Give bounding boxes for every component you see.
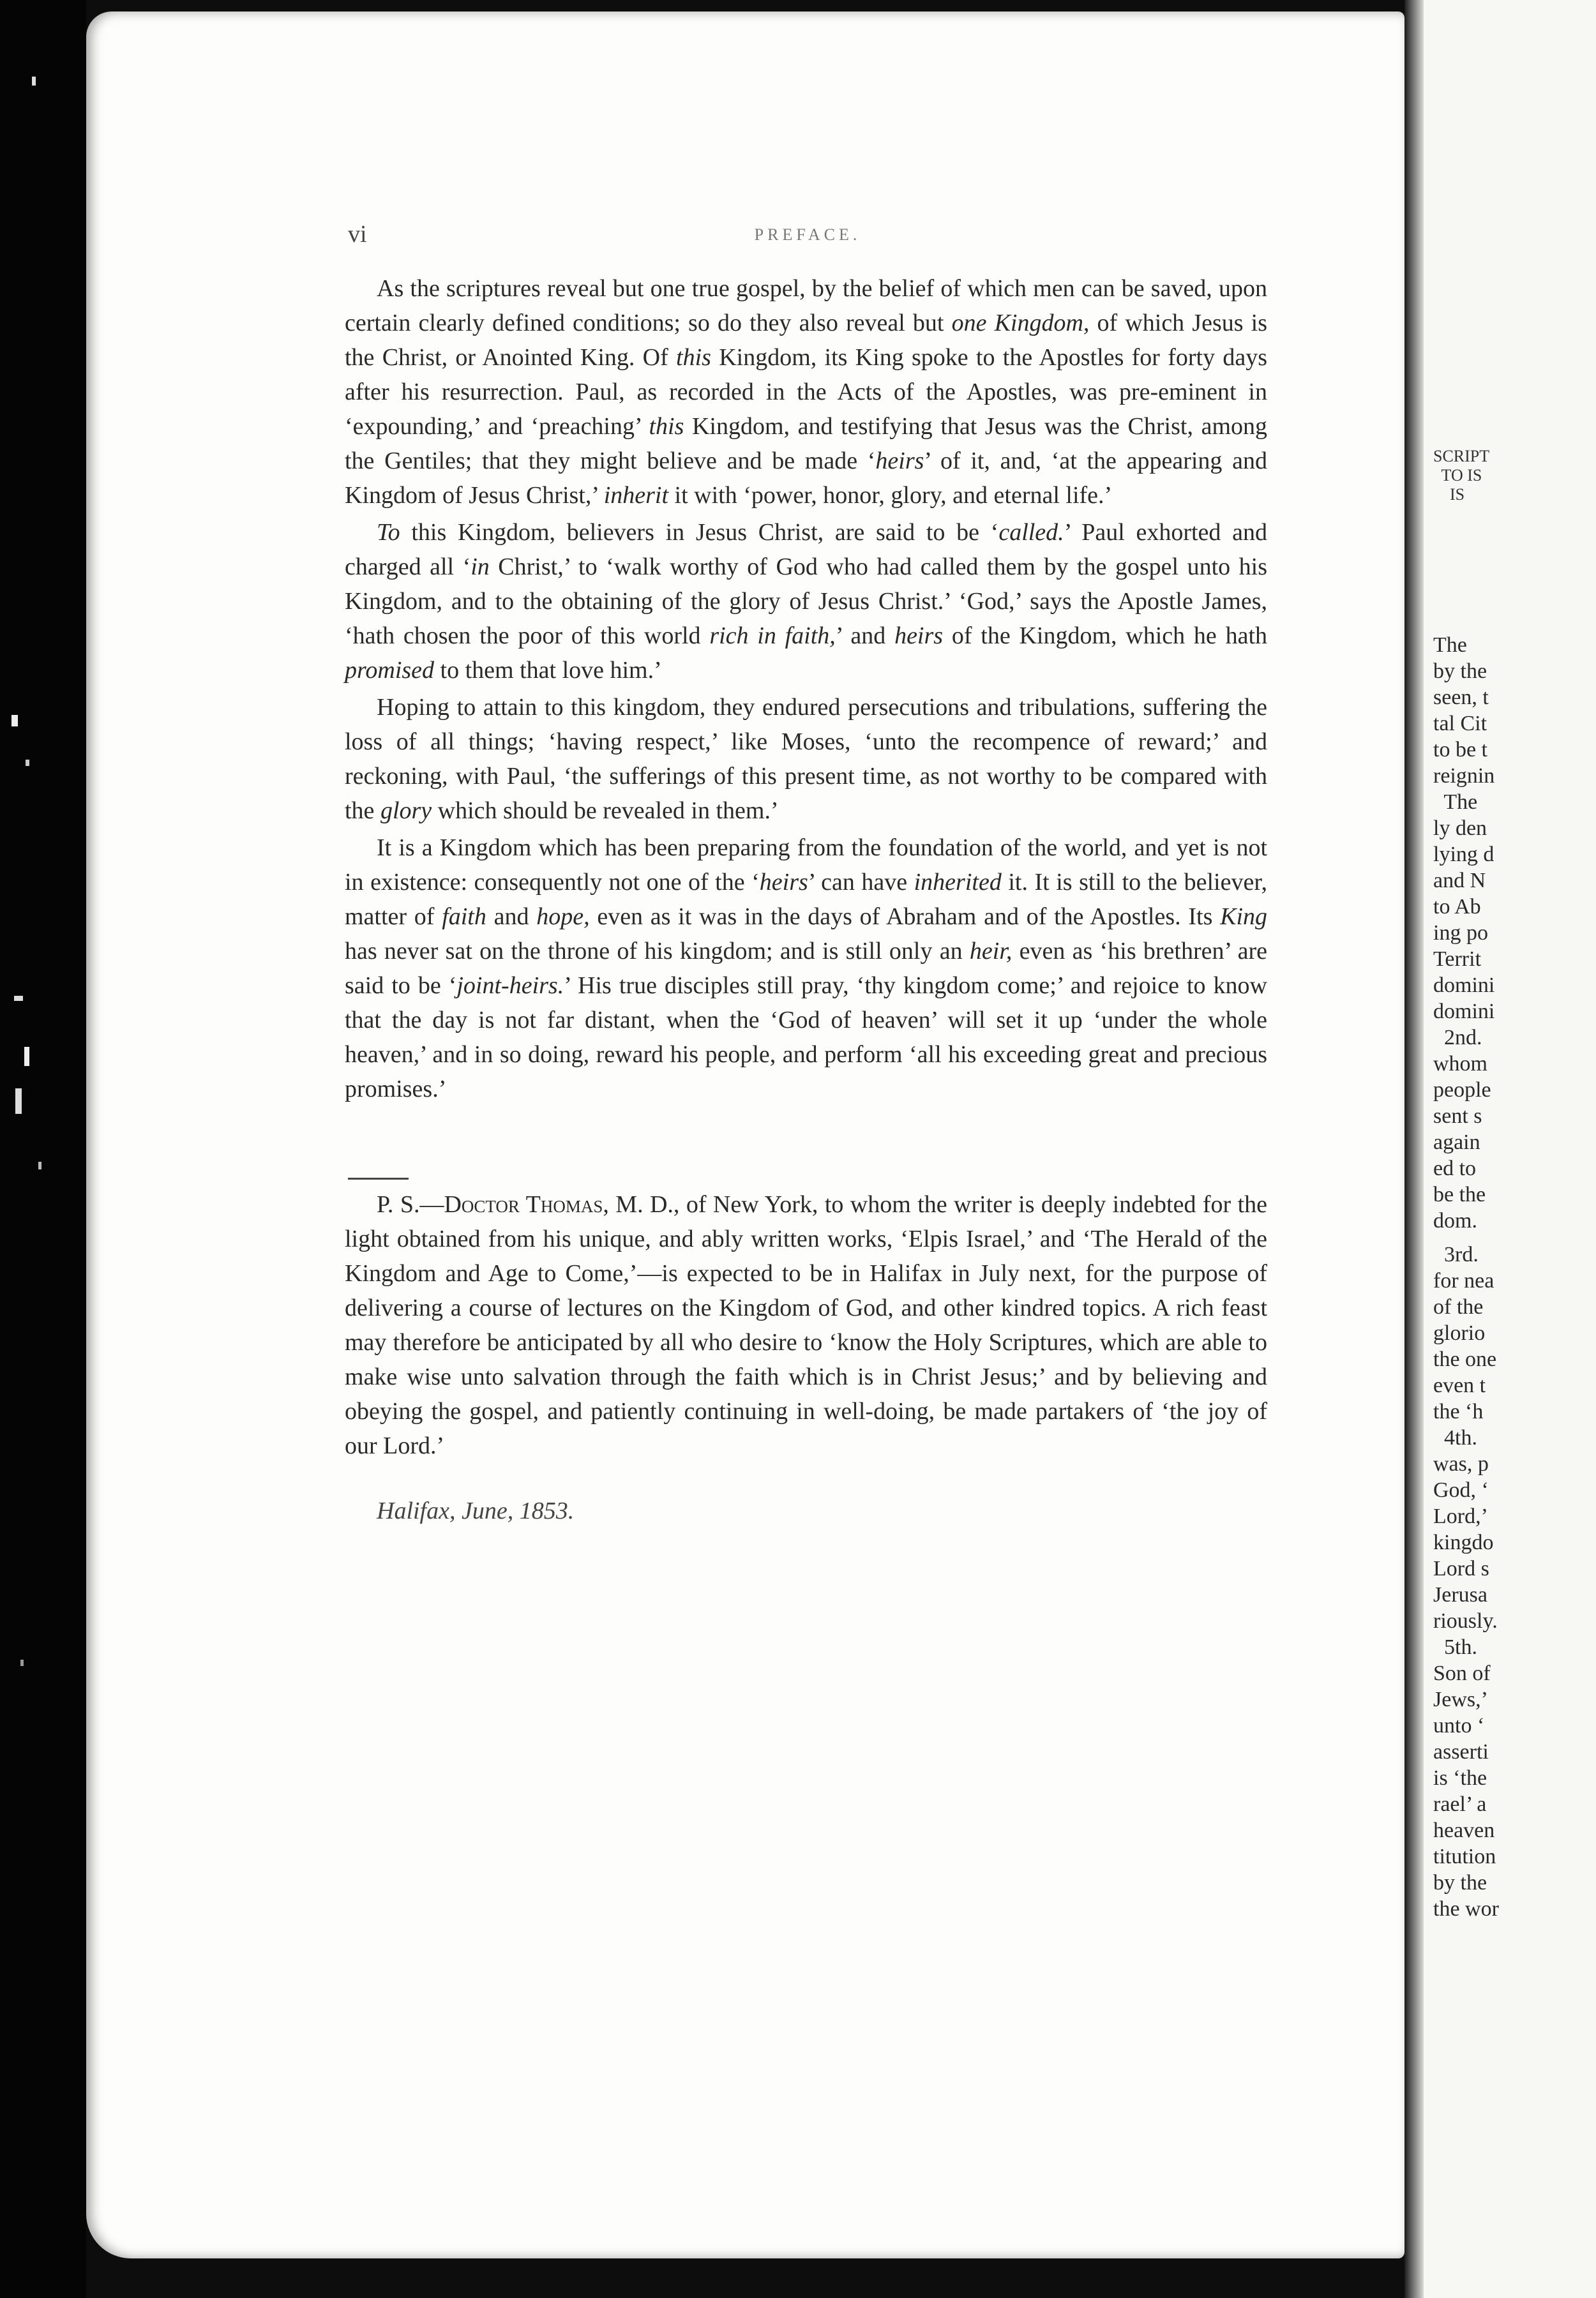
text-run: and <box>486 903 537 930</box>
paragraph <box>345 690 1267 828</box>
text-run: ’ can have <box>808 869 914 896</box>
text-run: of the Kingdom, which he hath <box>943 622 1267 649</box>
italic-text: in <box>471 553 490 580</box>
text-run: ’ His true disciples still pray, ‘thy kingdom come;’ and rejoice to know that the day is not far distant, when the ‘God of heaven’ will set it up ‘under the whole heaven,’ and in so doing, reward his people, and perform ‘all his exceeding great and precious promises.’ <box>345 972 1267 1102</box>
running-head <box>348 220 1267 252</box>
text-run: has never sat on the throne of his kingdom; and is still only an <box>345 938 970 965</box>
italic-text: heirs <box>894 622 944 649</box>
book-gutter <box>1404 0 1424 2298</box>
facing-page-text-2: 3rd. for nea of the glorio the one even t the ‘h 4th. was, p God, ‘ Lord,’ kingdo Lord s Jerusa riously. 5th. Son of Jews,’ unto ‘ asserti is ‘the rael’ a heaven titution by the the wor <box>1433 1243 1499 1921</box>
text-run: of which Jesus is the Christ, or Anointed King. Of <box>345 310 1268 371</box>
italic-text: one Kingdom, <box>951 310 1090 336</box>
scan-noise-specks <box>6 0 64 2298</box>
text-run: to them that love him.’ <box>434 657 662 684</box>
text-run: ’ Paul exhorted and charged all ‘ <box>345 519 1267 580</box>
italic-text: To <box>377 519 400 546</box>
text-run: As the scriptures reveal but one true gospel, by the belief of which men can be saved, upon certain clearly defined conditions; so do they also reveal but <box>345 275 1267 336</box>
text-run: which should be revealed in them.’ <box>432 797 779 824</box>
text-run: it with ‘power, honor, glory, and eternal life.’ <box>668 482 1113 509</box>
italic-text: heir, <box>969 938 1013 965</box>
facing-page-edge <box>1424 0 1596 2298</box>
italic-text: inherited <box>914 869 1002 896</box>
postscript-paragraph <box>345 1187 1267 1463</box>
preface-body <box>345 271 1267 1109</box>
small-caps-text: Doctor Thomas, <box>444 1191 609 1218</box>
italic-text: King <box>1220 903 1268 930</box>
text-run: ’ of it, and, ‘at the appearing and Kingdom of Jesus Christ,’ <box>345 447 1267 509</box>
text-run: Kingdom, and testifying that Jesus was the Christ, among the Gentiles; that they might believe and be made ‘ <box>345 413 1267 474</box>
facing-page-header: SCRIPT TO IS IS <box>1433 447 1490 504</box>
italic-text: called. <box>998 519 1064 546</box>
text-run: even as it was in the days of Abraham and of the Apostles. Its <box>589 903 1221 930</box>
italic-text: this <box>649 413 684 440</box>
paragraph <box>345 515 1267 687</box>
italic-text: promised <box>345 657 435 684</box>
italic-text: inherit <box>603 482 669 509</box>
text-run: Hoping to attain to this kingdom, they endured persecutions and tribulations, suffering the loss of all things; ‘having respect,’ like Moses, ‘unto the recompence of reward;’ and reckoning, with Paul, ‘the sufferings of this present time, as not worthy to be compared with the <box>345 694 1267 824</box>
section-divider <box>348 1178 409 1180</box>
text-run: M. D., of New York, to whom the writer is deeply indebted for the light obtained from his unique, and ably written works, ‘Elpis Israel,’ and ‘The Herald of the Kingdom and Age to Come,’—is expected to be in Halifax in July next, for the purpose of delivering a course of lectures on the Kingdom of God, and other kindred topics. A rich feast may therefore be anticipated by all who desire to ‘know the Holy Scriptures, which are able to make wise unto salvation through the faith which is in Christ Jesus;’ and by believing and obeying the gospel, and patiently continuing in well-doing, be made partakers of ‘the joy of our Lord.’ <box>345 1191 1267 1459</box>
dateline: Halifax, June, 1853. <box>377 1498 575 1524</box>
italic-text: rich in faith, <box>709 622 836 649</box>
text-run: Kingdom, its King spoke to the Apostles for forty days after his resurrection. Paul, as recorded in the Acts of the Apostles, was pre-eminent in ‘expounding,’ and ‘preaching’ <box>345 344 1267 440</box>
paragraph <box>345 830 1267 1106</box>
italic-text: faith <box>442 903 486 930</box>
italic-text: heirs <box>759 869 808 896</box>
text-run: even as ‘his brethren’ are said to be ‘ <box>345 938 1267 999</box>
text-run: P. S.— <box>377 1191 444 1218</box>
text-run: Christ,’ to ‘walk worthy of God who had called them by the gospel unto his Kingdom, and to the obtaining of the glory of Jesus Christ.’ ‘God,’ says the Apostle James, ‘hath chosen the poor of this world <box>345 553 1268 649</box>
text-run: ’ and <box>835 622 895 649</box>
italic-text: this <box>676 344 711 371</box>
text-run: it. It is still to the believer, matter of <box>345 869 1267 930</box>
italic-text: hope, <box>536 903 590 930</box>
postscript <box>345 1187 1267 1463</box>
italic-text: joint-heirs. <box>456 972 564 999</box>
text-run: this Kingdom, believers in Jesus Christ, are said to be ‘ <box>400 519 999 546</box>
facing-page-text-1: The by the seen, t tal Cit to be t reignin The ly den lying d and N to Ab ing po Territ domini domini 2nd. whom people sent s again ed to be the dom. <box>1433 633 1495 1233</box>
italic-text: glory <box>380 797 432 824</box>
paragraph <box>345 271 1267 513</box>
running-title: PREFACE. <box>754 225 861 244</box>
page-number: vi <box>348 221 367 248</box>
italic-text: heirs <box>875 447 924 474</box>
text-run: It is a Kingdom which has been preparing from the foundation of the world, and yet is not in existence: consequently not one of the ‘ <box>345 834 1267 896</box>
